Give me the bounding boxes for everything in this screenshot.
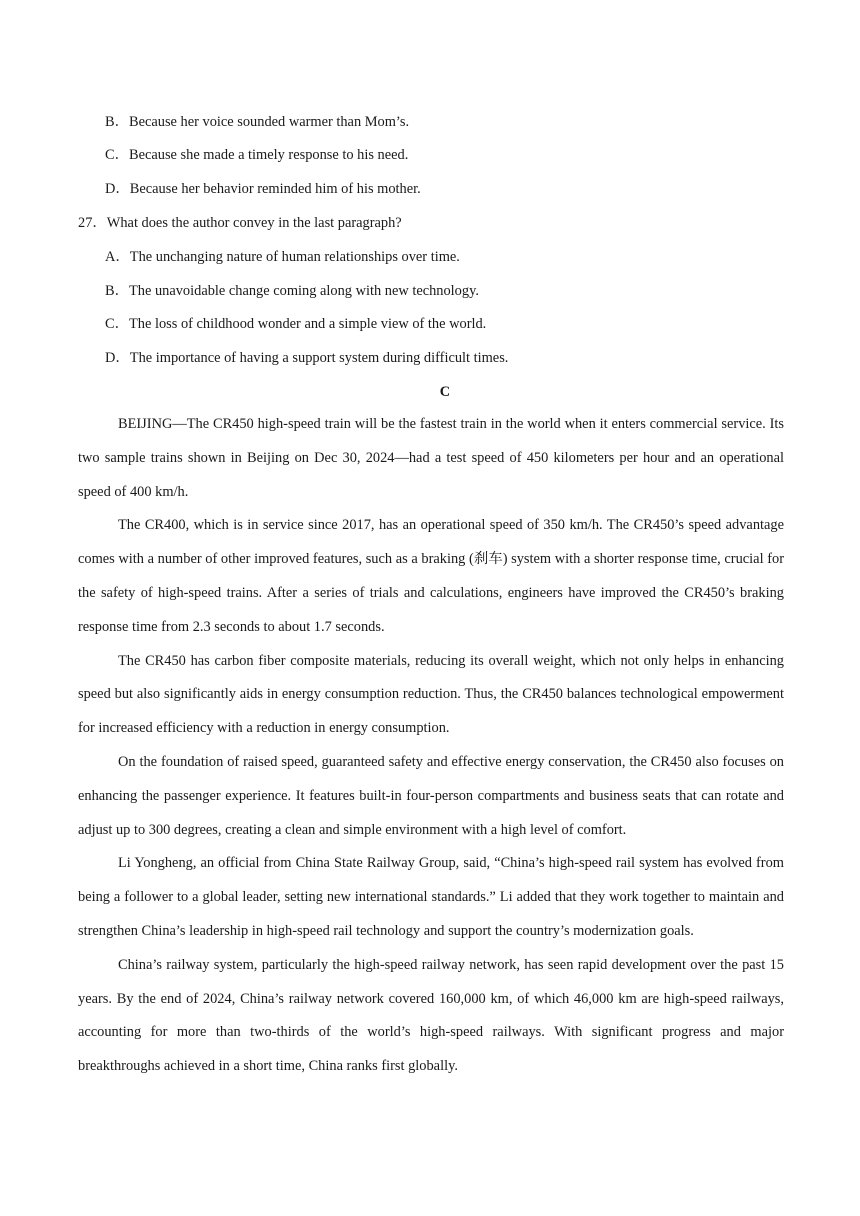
q26-option-b: B．Because her voice sounded warmer than Mom’s. — [105, 114, 410, 130]
q26-option-c: C．Because she made a timely response to his need. — [105, 147, 409, 163]
passage-paragraph: The CR450 has carbon fiber composite materials, reducing its overall weight, which not only helps in enhancing speed but also significantly aids in energy consumption reduction. Thus, the CR450 balances technological empowerment for increased efficiency with a reduction in energy consumption. — [78, 652, 784, 737]
q27-option-b: B．The unavoidable change coming along with new technology. — [105, 283, 479, 299]
question-27-stem: 27．What does the author convey in the last paragraph? — [78, 215, 402, 231]
q26-option-d: D．Because her behavior reminded him of his mother. — [105, 181, 421, 197]
passage-paragraph: China’s railway system, particularly the high-speed railway network, has seen rapid development over the past 15 years. By the end of 2024, China’s railway network covered 160,000 km, of which 46,000 km are high-speed railways, accounting for more than two-thirds of the world’s high-speed railways. With significant progress and major breakthroughs achieved in a short time, China ranks first globally. — [78, 956, 784, 1075]
passage-heading: C — [439, 384, 451, 400]
passage-paragraph: On the foundation of raised speed, guaranteed safety and effective energy conservation, the CR450 also focuses on enhancing the passenger experience. It features built-in four-person compartments and business seats that can rotate and adjust up to 300 degrees, creating a clean and simple environment with a high level of comfort. — [78, 753, 784, 838]
passage-paragraph: Li Yongheng, an official from China State Railway Group, said, “China’s high-speed rail system has evolved from being a follower to a global leader, setting new international standards.” Li added that they work together to maintain and strengthen China’s leadership in high-speed rail technology and support the country’s modernization goals. — [78, 855, 784, 939]
q27-option-d: D．The importance of having a support system during difficult times. — [105, 350, 509, 366]
passage-paragraph: BEIJING—The CR450 high-speed train will be the fastest train in the world when it enters commercial service. Its two sample trains shown in Beijing on Dec 30, 2024—had a test speed of 450 kilometers per hour and an operational speed of 400 km/h. — [78, 416, 784, 500]
q27-option-c: C．The loss of childhood wonder and a simple view of the world. — [105, 316, 487, 332]
passage-body — [78, 408, 784, 1084]
passage-paragraph: The CR400, which is in service since 2017, has an operational speed of 350 km/h. The CR450’s speed advantage comes with a number of other improved features, such as a braking (刹车) system with a shorter response time, crucial for the safety of high-speed trains. After a series of trials and calculations, engineers have improved the CR450’s braking response time from 2.3 seconds to about 1.7 seconds. — [78, 517, 784, 635]
q27-option-a: A．The unchanging nature of human relationships over time. — [105, 249, 460, 265]
